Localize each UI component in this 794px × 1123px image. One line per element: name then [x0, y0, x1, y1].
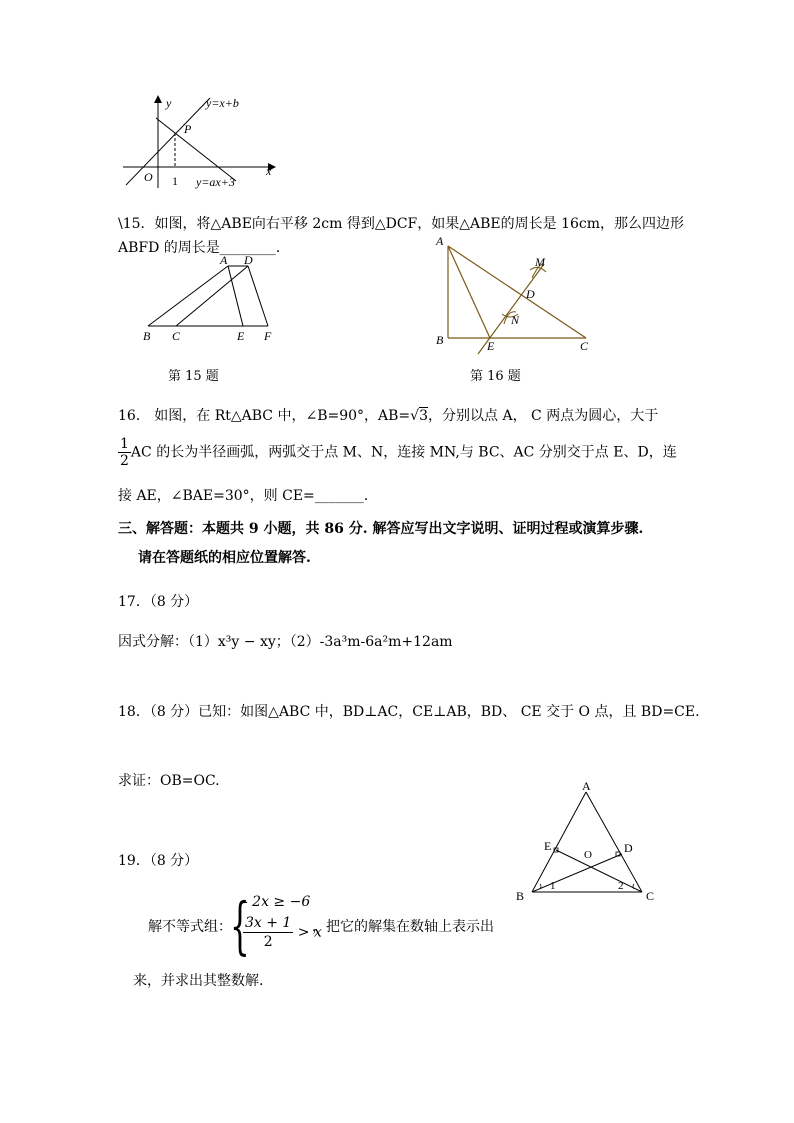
q19-ineq2-rhs: > x — [297, 924, 322, 941]
q19-header: 19．（8 分） — [118, 853, 199, 869]
fraction-half — [118, 436, 131, 469]
label-D: D — [526, 287, 535, 301]
label-B: B — [516, 889, 525, 903]
q16-line1 — [118, 406, 658, 426]
label-C: C — [172, 329, 181, 343]
label-O: O — [584, 849, 592, 861]
q16-line1-part1: 16． 如图，在 Rt△ABC 中，∠B=90°，AB= — [118, 408, 411, 424]
q19-frac-num: 3x + 1 — [245, 915, 292, 931]
figure-q16 — [432, 234, 602, 356]
frac-num: 1 — [120, 436, 129, 452]
q19-fraction — [243, 914, 293, 951]
y-axis-arrow-icon — [154, 95, 162, 103]
q16-line1-part2: ，分别以点 A， C 两点为圆心，大于 — [428, 408, 659, 424]
figure-q15 — [138, 254, 288, 346]
q19-prefix: 解不等式组： — [148, 919, 232, 935]
q19-line2: 来，并求出其整数解. — [133, 973, 264, 989]
tick-label: 1 — [172, 174, 178, 188]
section3-title: 三、解答题：本题共 9 小题，共 86 分. 解答应写出文字说明、证明过程或演算步骤. — [118, 521, 644, 537]
q15-caption: 第 15 题 — [168, 369, 219, 384]
origin-label: O — [144, 170, 153, 184]
label-1: 1 — [550, 880, 556, 892]
label-A: A — [582, 779, 591, 793]
label-A: A — [436, 234, 444, 248]
q16-line2 — [118, 436, 677, 469]
y-axis-label: y — [166, 96, 172, 110]
q19-ineq1: - 2x ≥ −6 — [243, 894, 311, 910]
line-y-x-plus-b — [126, 98, 210, 185]
q16-caption: 第 16 题 — [470, 369, 521, 384]
q16-line2-text: AC 的长为半径画弧，两弧交于点 M、N，连接 MN,与 BC、AC 分别交于点 E、D，连 — [130, 444, 677, 461]
label-C: C — [646, 889, 655, 903]
label-M: M — [535, 255, 545, 269]
line-y-ax-plus-3 — [156, 118, 236, 181]
q19-frac-den: 2 — [263, 934, 273, 950]
label-A: A — [220, 254, 228, 267]
label-B: B — [436, 333, 444, 347]
line2-label: y=ax+3 — [196, 175, 235, 189]
label-N: N — [511, 313, 520, 327]
label-D: D — [624, 841, 633, 855]
figure-q14-graph — [118, 93, 278, 193]
label-E: E — [237, 329, 245, 343]
inequality-brace-icon: { — [230, 889, 250, 962]
label-E: E — [487, 339, 495, 353]
q16-line3: 接 AE，∠BAE=30°，则 CE=_______. — [118, 488, 369, 504]
q18-header: 18．（8 分）已知：如图△ABC 中，BD⊥AC，CE⊥AB，BD、 CE 交于 O 点，且 BD=CE. — [118, 704, 700, 720]
frac-den: 2 — [120, 453, 129, 469]
label-D: D — [244, 254, 253, 267]
x-axis-label: x — [266, 164, 272, 178]
q15-line2: ABFD 的周长是________. — [118, 240, 281, 256]
q18-proof: 求证：OB=OC. — [118, 773, 220, 789]
figure-q18 — [510, 776, 660, 906]
q16-sqrt-value: 3 — [419, 408, 429, 424]
q19-suffix: ，把它的解集在数轴上表示出 — [312, 919, 494, 935]
q17-header: 17．（8 分） — [118, 594, 199, 610]
label-2: 2 — [618, 880, 624, 892]
label-B: B — [143, 329, 151, 343]
q15-line1: \15．如图，将△ABE向右平移 2cm 得到△DCF，如果△ABE的周长是 16cm，那么四边形 — [118, 216, 685, 232]
line1-label: y=x+b — [206, 96, 239, 110]
q17-body: 因式分解：（1）x³y − xy；（2）-3a³m-6a²m+12am — [118, 634, 453, 650]
q19-ineq2 — [243, 914, 322, 951]
label-C: C — [580, 339, 589, 353]
label-E: E — [544, 839, 552, 853]
point-p-label: P — [184, 122, 192, 136]
sqrt-icon: √ — [410, 408, 420, 424]
section3-subtitle: 请在答题纸的相应位置解答. — [138, 550, 311, 566]
label-F: F — [264, 329, 272, 343]
